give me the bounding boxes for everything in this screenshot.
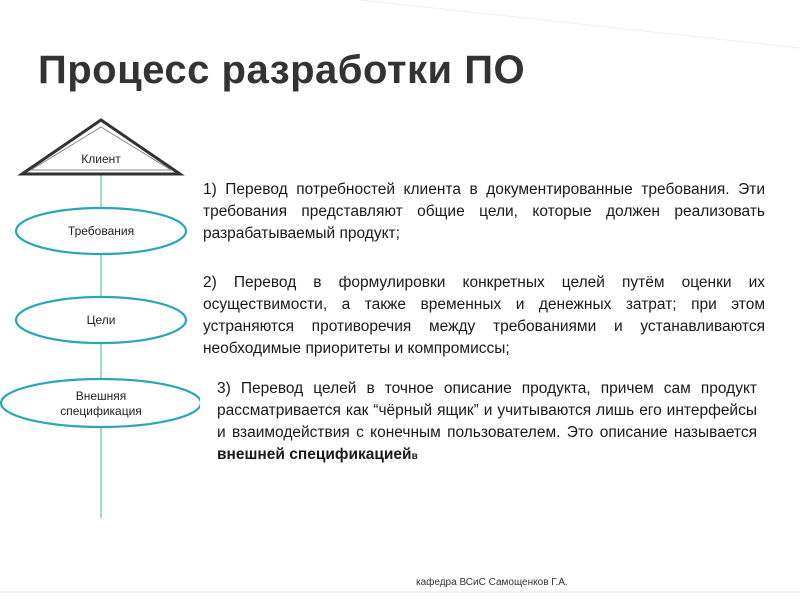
external-spec-label <box>10 389 192 419</box>
paragraph-3-suffix: в <box>411 451 418 462</box>
paragraph-2: 2) Перевод в формулировки конкретных целей путём оценки их осуществимости, а также временных и денежных затрат; при этом устраняются противоречия между требованиями и устанавливаются необходимые приоритеты и компромиссы; <box>203 274 765 357</box>
paragraph-1: 1) Перевод потребностей клиента в документированные требования. Эти требования представляют общие цели, которые должен реализовать разрабатываемый продукт; <box>203 181 765 242</box>
client-label: Клиент <box>81 152 121 166</box>
paragraph-3-text: 3) Перевод целей в точное описание продукта, причем сам продукт рассматривается как “чёрный ящик” и учитываются лишь его интерфейсы и взаимодействия с конечным пользователем. Это описание называется <box>217 380 757 441</box>
process-diagram <box>0 0 200 600</box>
goals-label: Цели <box>86 313 116 327</box>
paragraph-3 <box>217 378 757 468</box>
requirements-label: Требования <box>67 224 135 238</box>
page-title: Процесс разработки ПО <box>38 48 526 92</box>
footer-credit: кафедра ВСиС Самощенков Г.А. <box>416 577 568 588</box>
paragraph-3-bold: внешней спецификацией <box>217 446 412 463</box>
external-spec-label-line2: спецификация <box>60 404 142 418</box>
external-spec-label-line1: Внешняя <box>75 389 127 403</box>
corner-stroke <box>360 0 800 48</box>
